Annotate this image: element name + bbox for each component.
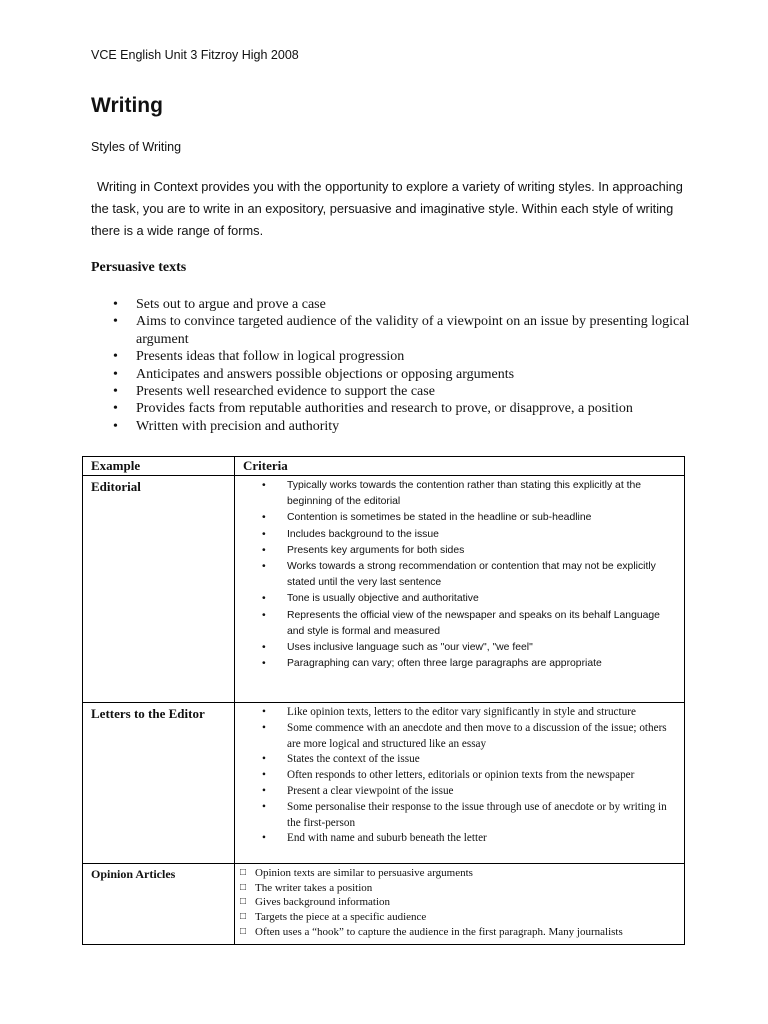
criteria-list	[235, 864, 684, 944]
list-item: • Tone is usually objective and authoritative	[235, 591, 684, 607]
table-row	[83, 864, 685, 945]
list-item: □ Often uses a “hook” to capture the audience in the first paragraph. Many journalists	[235, 925, 684, 940]
persuasive-bullet-list	[91, 296, 711, 435]
list-item: • Presents well researched evidence to support the case	[91, 383, 711, 400]
list-item: • Represents the official view of the newspaper and speaks on its behalf Language and style is formal and measured	[235, 608, 684, 640]
list-item: • Some personalise their response to the issue through use of anecdote or by writing in the first-person	[235, 800, 684, 832]
list-item: • Presents key arguments for both sides	[235, 543, 684, 559]
list-item: • Sets out to argue and prove a case	[91, 296, 711, 313]
persuasive-heading: Persuasive texts	[91, 260, 187, 275]
list-item: • Presents ideas that follow in logical progression	[91, 348, 711, 365]
criteria-list	[235, 703, 684, 851]
criteria-list	[235, 476, 684, 676]
table-header-row	[83, 457, 685, 476]
table-row	[83, 703, 685, 864]
list-item: • Present a clear viewpoint of the issue	[235, 784, 684, 800]
header-example: Example	[83, 457, 235, 476]
list-item: • Some commence with an anecdote and then move to a discussion of the issue; others are more logical and structured like an essay	[235, 721, 684, 753]
example-label: Letters to the Editor	[91, 706, 205, 721]
list-item: • Paragraphing can vary; often three large paragraphs are appropriate	[235, 656, 684, 672]
list-item: • Uses inclusive language such as "our view", "we feel"	[235, 640, 684, 656]
list-item: • Often responds to other letters, editorials or opinion texts from the newspaper	[235, 768, 684, 784]
criteria-cell	[235, 703, 685, 864]
list-item: □ Targets the piece at a specific audience	[235, 910, 684, 925]
list-item: • Aims to convince targeted audience of the validity of a viewpoint on an issue by presenting logical argument	[91, 313, 711, 348]
intro-paragraph: Writing in Context provides you with the opportunity to explore a variety of writing styles. In approaching the task, you are to write in an expository, persuasive and imaginative style. Within each style of writing there is a wide range of forms.	[91, 179, 683, 238]
example-label: Opinion Articles	[91, 867, 176, 881]
course-header: VCE English Unit 3 Fitzroy High 2008	[91, 48, 299, 62]
list-item: • States the context of the issue	[235, 752, 684, 768]
list-item: • Includes background to the issue	[235, 527, 684, 543]
list-item: • Works towards a strong recommendation or contention that may not be explicitly stated until the very last sentence	[235, 559, 684, 591]
page-title: Writing	[91, 94, 163, 117]
list-item: • Provides facts from reputable authorities and research to prove, or disapprove, a position	[91, 400, 711, 417]
example-cell	[83, 476, 235, 703]
list-item: • Written with precision and authority	[91, 418, 711, 435]
criteria-cell	[235, 864, 685, 945]
table-row	[83, 476, 685, 703]
list-item: • End with name and suburb beneath the letter	[235, 831, 684, 847]
list-item: □ Gives background information	[235, 895, 684, 910]
subheading: Styles of Writing	[91, 140, 182, 154]
header-criteria: Criteria	[235, 457, 685, 476]
criteria-cell	[235, 476, 685, 703]
list-item: • Typically works towards the contention rather than stating this explicitly at the beginning of the editorial	[235, 478, 684, 510]
example-cell	[83, 864, 235, 945]
criteria-table	[82, 456, 685, 945]
list-item: • Anticipates and answers possible objections or opposing arguments	[91, 366, 711, 383]
list-item: □ The writer takes a position	[235, 881, 684, 896]
example-cell	[83, 703, 235, 864]
list-item: • Like opinion texts, letters to the editor vary significantly in style and structure	[235, 705, 684, 721]
list-item: □ Opinion texts are similar to persuasive arguments	[235, 866, 684, 881]
example-label: Editorial	[91, 479, 141, 494]
list-item: • Contention is sometimes be stated in the headline or sub-headline	[235, 510, 684, 526]
